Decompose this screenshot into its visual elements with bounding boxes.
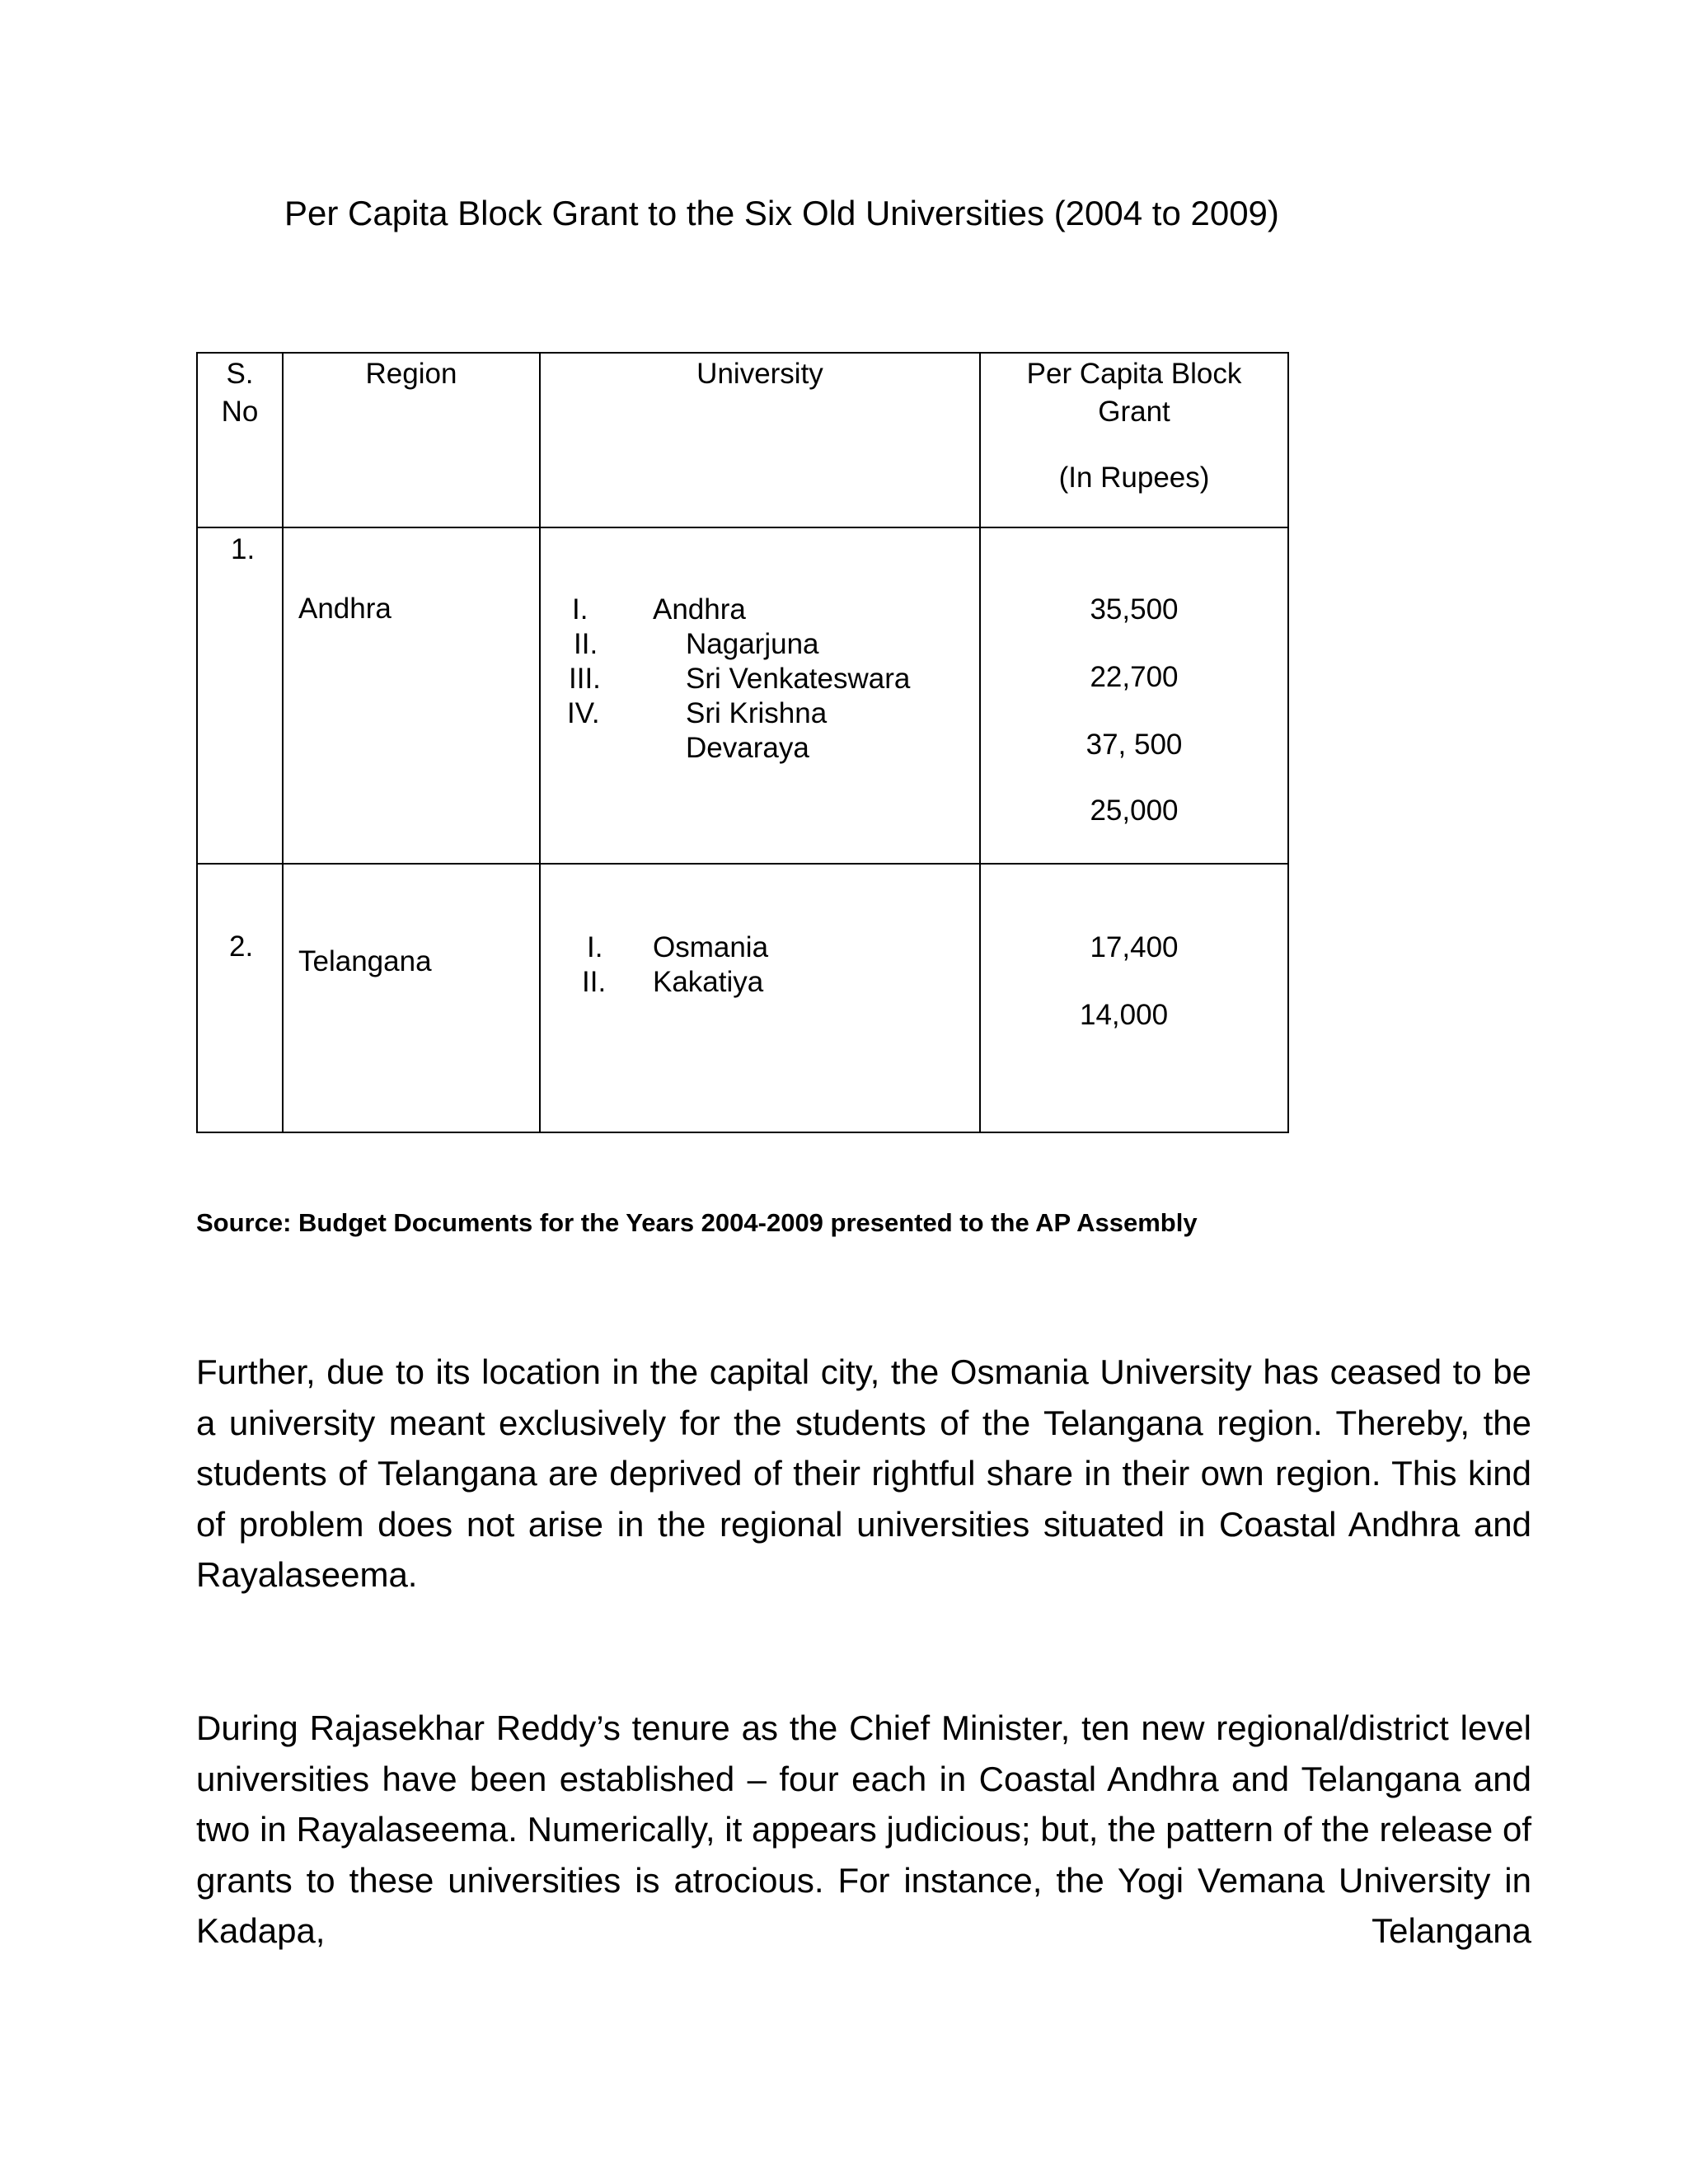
row1-numeral-2: II.	[574, 628, 598, 660]
row1-numeral-3: III.	[569, 663, 601, 695]
header-region-label: Region	[365, 358, 457, 390]
header-grant-unit: (In Rupees)	[1058, 462, 1210, 494]
header-university-label: University	[696, 358, 823, 390]
row1-grant-1: 35,500	[1090, 593, 1179, 626]
table-row	[197, 864, 1288, 1132]
row2-grant-cell	[980, 864, 1288, 1132]
row2-grant-2: 14,000	[1080, 999, 1169, 1031]
row1-sno: 1.	[231, 533, 256, 565]
table-title: Per Capita Block Grant to the Six Old Universities (2004 to 2009)	[284, 194, 1279, 232]
row1-university-4: Sri Krishna	[686, 697, 828, 729]
row2-grant-1: 17,400	[1090, 931, 1179, 963]
row2-region-cell	[283, 864, 540, 1132]
row1-university-cell	[540, 527, 980, 864]
row1-region: Andhra	[298, 593, 392, 625]
table-header-row	[197, 353, 1288, 527]
row1-grant-2: 22,700	[1090, 661, 1179, 693]
grant-table	[196, 352, 1289, 1133]
row1-sno-cell	[197, 527, 283, 864]
row1-university-1: Andhra	[653, 593, 746, 626]
row1-university-5: Devaraya	[686, 732, 809, 764]
row2-university-2: Kakatiya	[653, 966, 764, 998]
paragraph-osmania: Further, due to its location in the capital city, the Osmania University has ceased to be a university meant exclusively for the students of the Telangana region. Thereby, the students of Telangana are deprived of their rightful share in their own region. This kind of problem does not arise in the regional universities situated in Coastal Andhra and Rayalaseema.	[196, 1352, 1531, 1594]
row1-region-cell	[283, 527, 540, 864]
row1-numeral-4: IV.	[567, 697, 600, 729]
row1-grant-3: 37, 500	[1085, 729, 1183, 761]
header-university	[540, 353, 980, 527]
row2-numeral-1: I.	[587, 931, 603, 963]
paragraph-new-universities: During Rajasekhar Reddy’s tenure as the Chief Minister, ten new regional/district level universities have been established – four each in Coastal Andhra and Telangana and two in Rayalaseema. Numerically, it appears judicious; but, the pattern of the release of grants to these universities is atrocious. For instance, the Yogi Vemana University in Kadapa, Telangana	[196, 1708, 1531, 1950]
header-region	[283, 353, 540, 527]
source-note: Source: Budget Documents for the Years 2004-2009 presented to the AP Assembly	[196, 1208, 1198, 1237]
header-grant-line2: Grant	[1098, 396, 1170, 428]
row1-university-3: Sri Venkateswara	[686, 663, 911, 695]
header-sno-line2: No	[221, 396, 259, 428]
header-sno	[197, 353, 283, 527]
row2-university-cell	[540, 864, 980, 1132]
header-grant-line1: Per Capita Block	[1026, 358, 1242, 390]
row1-numeral-1: I.	[572, 593, 588, 626]
row1-grant-4: 25,000	[1090, 794, 1179, 827]
row1-grant-cell	[980, 527, 1288, 864]
row2-region: Telangana	[298, 945, 432, 977]
row2-university-1: Osmania	[653, 931, 769, 963]
row1-university-2: Nagarjuna	[686, 628, 819, 660]
row2-numeral-2: II.	[582, 966, 607, 998]
table-row	[197, 527, 1288, 864]
header-grant	[980, 353, 1288, 527]
header-sno-line1: S.	[226, 358, 254, 390]
row2-sno: 2.	[229, 930, 254, 963]
row2-sno-cell	[197, 864, 283, 1132]
